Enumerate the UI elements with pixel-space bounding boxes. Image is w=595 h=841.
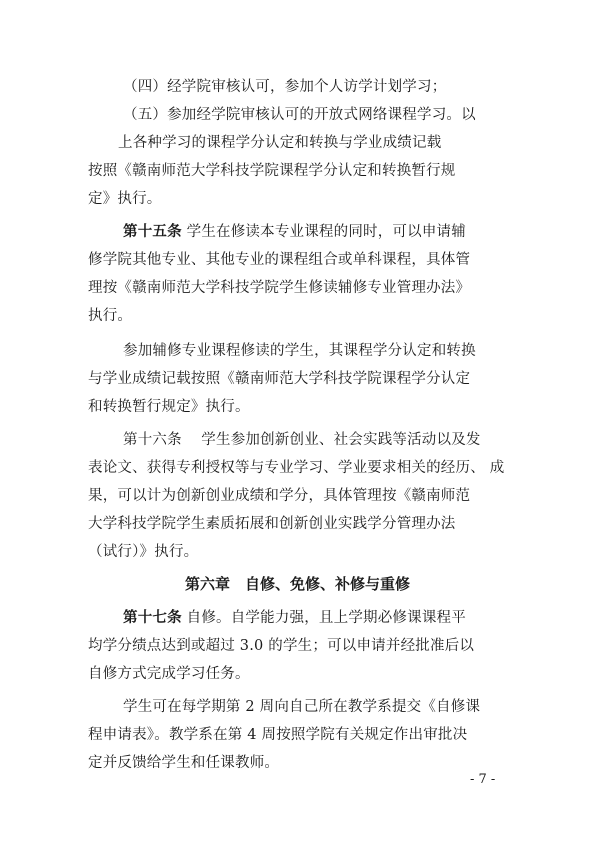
text-line: （试行）》执行。 [88,544,199,560]
text-line: 理按《赣南师范大学科技学院学生修读辅修专业管理办法》 [88,280,471,296]
item-four: （四）经学院审核认可，参加个人访学计划学习； [123,79,447,95]
text-line: 定》执行。 [88,191,162,207]
text-line: 与学业成绩记载按照《赣南师范大学科技学院课程学分认定 [88,371,471,387]
item-five: （五）参加经学院审核认可的开放式网络课程学习。以 [123,107,476,123]
text-line: 程申请表》。教学系在第 4 周按照学院有关规定作出审批决 [88,727,468,743]
article-15-heading: 第十五条 [123,223,182,240]
text-line: 修学院其他专业、其他专业的课程组合或单科课程，具体管 [88,252,471,268]
text-span: 自修。自学能力强，且上学期必修课课程平 [181,610,466,626]
text-line: 参加辅修专业课程修读的学生，其课程学分认定和转换 [123,343,476,359]
text-line: 定并反馈给学生和任课教师。 [88,755,280,771]
text-line: 表论文、获得专利授权等与专业学习、学业要求相关的经历、 成 [88,460,505,476]
text-line: 大学科技学院学生素质拓展和创新创业实践学分管理办法 [88,516,456,532]
text-line: 果，可以计为创新创业成绩和学分，具体管理按《赣南师范 [88,488,471,504]
text-line: 上各种学习的课程学分认定和转换与学业成绩记载 [118,135,442,151]
page-number: - 7 - [470,772,496,787]
text-line: 和转换暂行规定》执行。 [88,399,250,415]
text-line: 执行。 [88,308,133,324]
article-17-heading: 第十七条 [123,609,182,626]
text-line: 自修方式完成学习任务。 [88,666,250,682]
text-line: 学生可在每学期第 2 周向自己所在教学系提交《自修课 [123,699,481,715]
article-17-line [123,608,466,628]
chapter-heading: 第六章 自修、免修、补修与重修 [184,575,410,593]
article-16-line: 第十六条 学生参加创新创业、社会实践等活动以及发 [123,432,481,448]
text-line: 按照《赣南师范大学科技学院课程学分认定和转换暂行规 [88,163,456,179]
article-15-line [123,222,466,242]
text-span: 学生在修读本专业课程的同时，可以申请辅 [181,224,466,240]
text-line: 均学分绩点达到或超过 3.0 的学生；可以申请并经批准后以 [88,638,475,654]
